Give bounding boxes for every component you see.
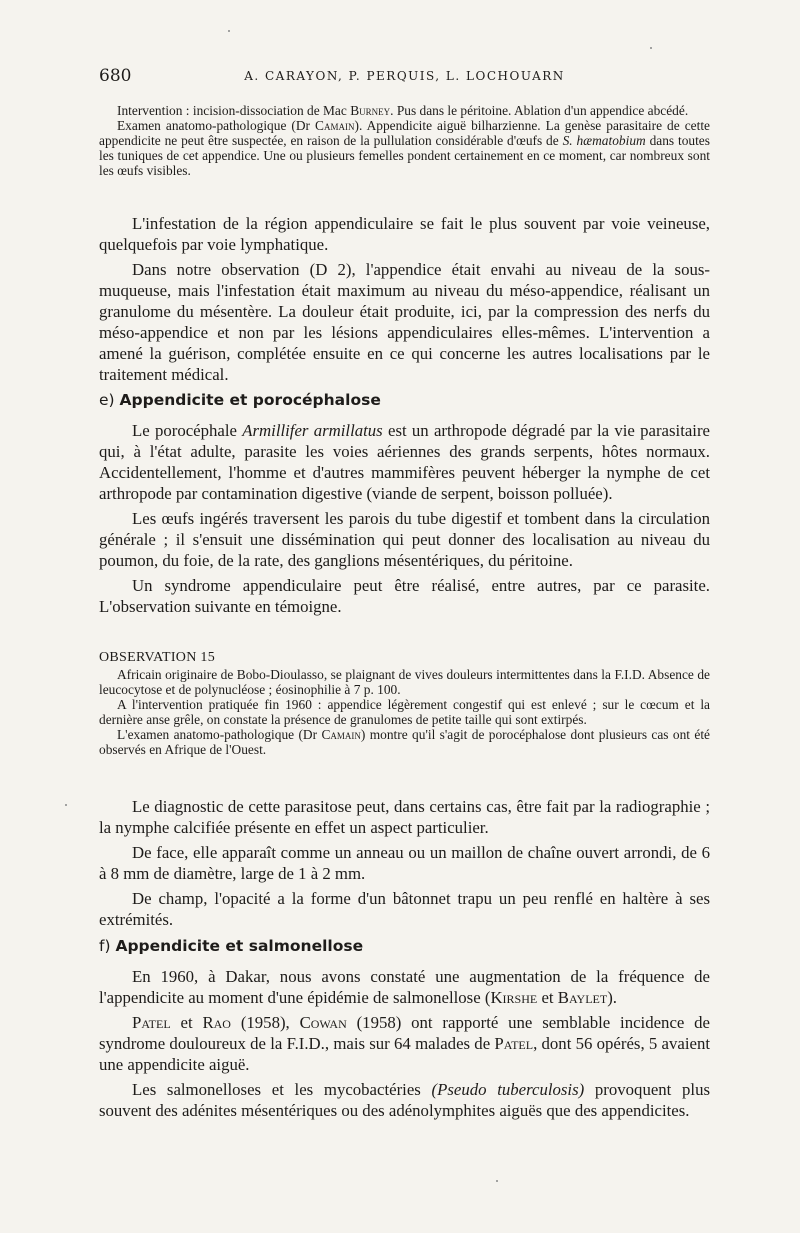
paragraph: A l'intervention pratiquée fin 1960 : appendice légèrement congestif qui est enlevé ; sur le cœcum et la dernière anse grêle, on constate la présence de granulomes de petite taille qui sont extirpés. (99, 697, 710, 727)
paragraph: L'infestation de la région appendiculaire se fait le plus souvent par voie veineuse, quelquefois par voie lymphatique. (99, 214, 710, 254)
exam-paragraph: Examen anatomo-pathologique (Dr Camain). Appendicite aiguë bilharzienne. La genèse parasitaire de cette appendicite ne peut être suspectée, en raison de la pullulation considérable d'œufs de S. hæmatobium dans toutes les tuniques de cet appendice. Une ou plusieurs femelles pondent certainement en ce moment, car nombreux sont les œufs visibles. (99, 118, 710, 178)
paragraph: L'examen anatomo-pathologique (Dr Camain) montre qu'il s'agit de porocéphalose dont plusieurs cas ont été observés en Afrique de l'Ouest. (99, 727, 711, 757)
scan-speck (650, 47, 652, 49)
author-name: Camain (321, 727, 361, 742)
body-text-1 (99, 213, 710, 385)
section-f-body (99, 966, 710, 1121)
section-title: Appendicite et porocéphalose (119, 391, 381, 409)
paragraph: De champ, l'opacité a la forme d'un bâtonnet trapu un peu renflé en haltère à ses extrémités. (99, 889, 710, 929)
observation-text (99, 667, 710, 757)
author-name: Patel (132, 1013, 171, 1032)
section-label: e) (99, 391, 115, 409)
intervention-paragraph: Intervention : incision-dissociation de Mac Burney. Pus dans le péritoine. Ablation d'un appendice abcédé. (117, 103, 689, 118)
section-label: f) (99, 937, 111, 955)
species-name: (Pseudo tuberculosis) (431, 1080, 585, 1099)
scan-speck (228, 30, 230, 32)
author-name: Camain (315, 118, 355, 133)
intervention-note (99, 103, 710, 178)
scan-speck (65, 804, 67, 806)
section-heading-f (99, 937, 710, 955)
paragraph: Patel et Rao (1958), Cowan (1958) ont rapporté une semblable incidence de syndrome douloureux de la F.I.D., mais sur 64 malades de Patel, dont 56 opérés, 5 avaient une appendicite aiguë. (99, 1013, 710, 1074)
species-name: S. hæmatobium (562, 133, 646, 148)
section-e-body (99, 420, 710, 617)
author-name: Rao (202, 1013, 231, 1032)
body-text-2 (99, 796, 710, 930)
section-heading-e (99, 391, 710, 409)
paragraph: Dans notre observation (D 2), l'appendice était envahi au niveau de la sous-muqueuse, mais l'infestation était maximum au niveau du méso-appendice, réalisant un granulome du mésentère. La douleur était produite, ici, par la compression des nerfs du méso-appendice et non par les lésions appendiculaires elles-mêmes. L'intervention a amené la guérison, complétée ensuite en ce qui concerne les autres localisations par le traitement médical. (99, 260, 710, 384)
author-name: Burney (350, 103, 391, 118)
species-name: Armillifer armillatus (242, 421, 383, 440)
paragraph: Un syndrome appendiculaire peut être réalisé, entre autres, par ce parasite. L'observation suivante en témoigne. (99, 576, 710, 616)
running-head: A. CARAYON, P. PERQUIS, L. LOCHOUARN (244, 69, 565, 83)
page-number: 680 (99, 66, 132, 86)
author-name: Baylet (557, 988, 608, 1007)
author-name: Cowan (299, 1013, 347, 1032)
paragraph: De face, elle apparaît comme un anneau ou un maillon de chaîne ouvert arrondi, de 6 à 8 mm de diamètre, large de 1 à 2 mm. (99, 843, 710, 883)
section-title: Appendicite et salmonellose (115, 937, 364, 955)
paragraph: Les salmonelloses et les mycobactéries (Pseudo tuberculosis) provoquent plus souvent des adénites mésentériques ou des adénolymphites aiguës que des appendicites. (99, 1080, 711, 1120)
author-name: Kirshe (490, 988, 538, 1007)
author-name: Patel (494, 1034, 534, 1053)
paragraph: Africain originaire de Bobo-Dioulasso, se plaignant de vives douleurs intermittentes dans la F.I.D. Absence de leucocytose et de polynucléose ; éosinophilie à 7 p. 100. (99, 667, 710, 697)
paragraph: En 1960, à Dakar, nous avons constaté une augmentation de la fréquence de l'appendicite au moment d'une épidémie de salmonellose (Kirshe et Baylet). (99, 967, 710, 1007)
paragraph: Le porocéphale Armillifer armillatus est un arthropode dégradé par la vie parasitaire qui, à l'état adulte, parasite les voies aériennes des grands serpents, hôtes normaux. Accidentellement, l'homme et d'autres mammifères peuvent héberger la nymphe de cet arthropode par contamination digestive (viande de serpent, boisson polluée). (99, 421, 710, 503)
observation-label: OBSERVATION 15 (99, 650, 216, 665)
paragraph: Les œufs ingérés traversent les parois du tube digestif et tombent dans la circulation générale ; il s'ensuit une dissémination qui peut donner des localisation au niveau du poumon, du foie, de la rate, des ganglions mésentériques, du péritoine. (99, 509, 710, 570)
page-header (99, 66, 710, 88)
scan-speck (496, 1180, 498, 1182)
paragraph: Le diagnostic de cette parasitose peut, dans certains cas, être fait par la radiographie ; la nymphe calcifiée présente en effet un aspect particulier. (99, 797, 710, 837)
